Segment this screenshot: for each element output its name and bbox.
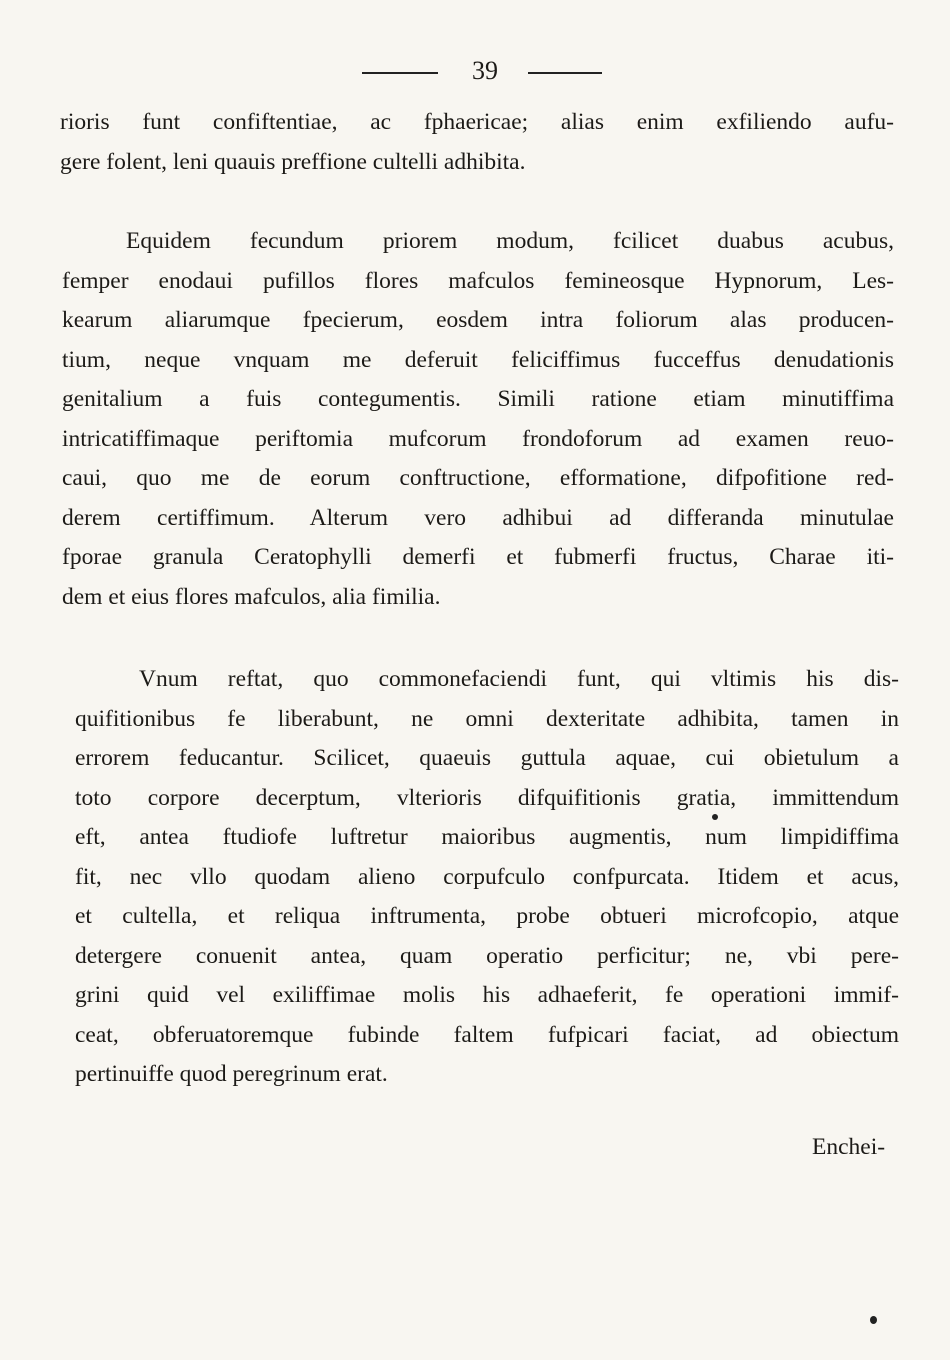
text-line: grini quid vel exiliffimae molis his adhaeferit, fe operationi immif-: [75, 982, 899, 1008]
paragraph-2: [62, 222, 894, 617]
text-line: toto corpore decerptum, vlterioris difquifitionis gratia, immittendum: [75, 784, 899, 811]
header-rule-left: [362, 72, 438, 74]
text-line: fporae granula Ceratophylli demerfi et fubmerfi fructus, Charae iti-: [62, 544, 894, 570]
text-line: Equidem fecundum priorem modum, fcilicet duabus acubus,: [126, 228, 894, 254]
header-rule-right: [528, 72, 602, 74]
paragraph-3: [75, 660, 899, 1095]
ink-speck: [870, 1316, 877, 1324]
page-number: 39: [472, 56, 498, 85]
text-line: et cultella, et reliqua inftrumenta, probe obtueri microfcopio, atque: [75, 903, 899, 929]
text-line: errorem feducantur. Scilicet, quaeuis guttula aquae, cui obietulum a: [75, 745, 899, 771]
text-line: fit, nec vllo quodam alieno corpufculo confpurcata. Itidem et acus,: [75, 863, 899, 890]
text-line: femper enodaui pufillos flores mafculos femineosque Hypnorum, Les-: [62, 267, 894, 294]
text-line: quifitionibus fe liberabunt, ne omni dexteritate adhibita, tamen in: [75, 705, 899, 732]
text-line: dem et eius flores mafculos, alia fimilia.: [62, 583, 441, 610]
text-line: genitalium a fuis contegumentis. Simili ratione etiam minutiffima: [62, 386, 894, 412]
text-line: ceat, obferuatoremque fubinde faltem fufpicari faciat, ad obiectum: [75, 1021, 899, 1048]
text-line: pertinuiffe quod peregrinum erat.: [75, 1061, 388, 1087]
text-line: derem certiffimum. Alterum vero adhibui ad differanda minutulae: [62, 504, 894, 531]
text-line: eft, antea ftudiofe luftretur maioribus augmentis, num limpidiffima: [75, 824, 899, 850]
text-line: gere folent, leni quauis preffione cultelli adhibita.: [60, 148, 526, 175]
text-line: kearum aliarumque fpecierum, eosdem intra foliorum alas producen-: [62, 307, 894, 333]
text-line: rioris funt confiftentiae, ac fphaericae; alias enim exfiliendo aufu-: [60, 109, 894, 135]
catchword: Enchei-: [812, 1134, 886, 1160]
text-line: detergere conuenit antea, quam operatio perficitur; ne, vbi pere-: [75, 942, 899, 969]
ink-speck: [712, 814, 718, 820]
text-line: intricatiffimaque periftomia mufcorum frondoforum ad examen reuo-: [62, 425, 894, 452]
page-header: [0, 52, 950, 92]
text-line: caui, quo me de eorum conftructione, efformatione, difpofitione red-: [62, 465, 894, 491]
paragraph-1: [60, 103, 894, 182]
text-line: Vnum reftat, quo commonefaciendi funt, qui vltimis his dis-: [139, 666, 899, 692]
text-line: tium, neque vnquam me deferuit feliciffimus fucceffus denudationis: [62, 346, 894, 373]
